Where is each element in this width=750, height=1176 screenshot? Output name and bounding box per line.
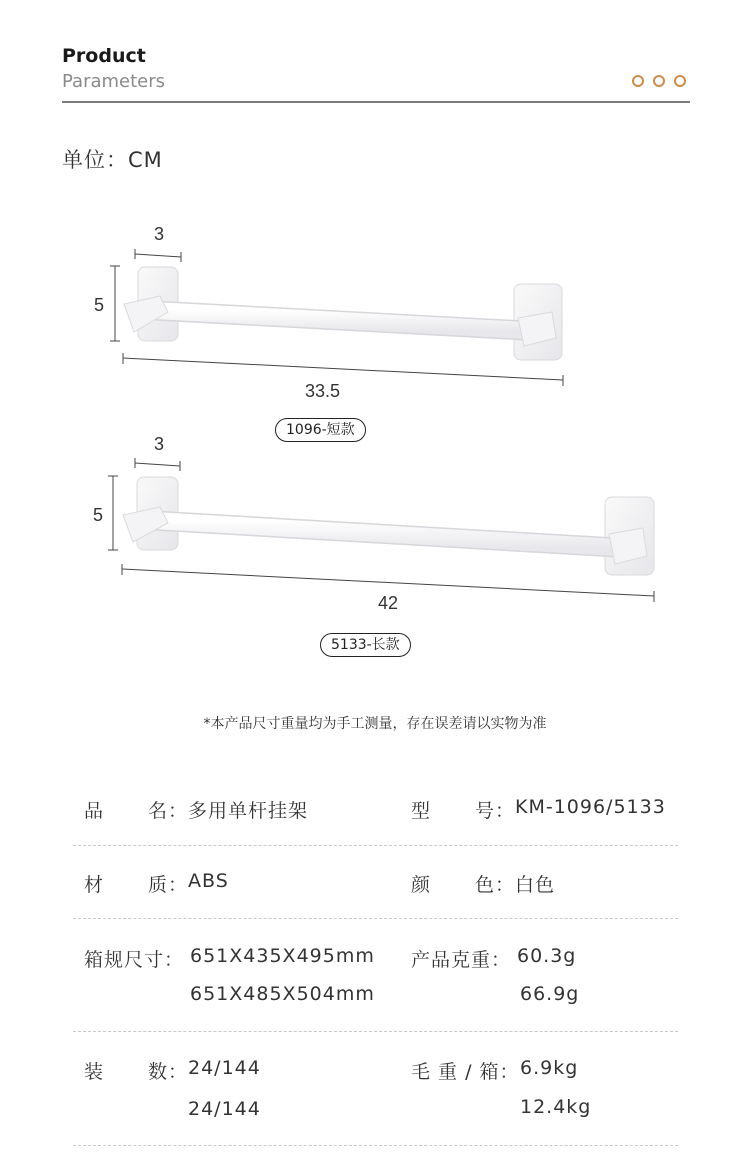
- towel-bar-long: [123, 477, 654, 575]
- spec-label-quantity: [84, 1057, 188, 1084]
- width-label-short: 3: [154, 224, 165, 244]
- spec-label-gross-weight: 毛 重 / 箱：: [411, 1061, 520, 1083]
- row-divider: [73, 918, 678, 919]
- height-label-short: 5: [94, 295, 105, 315]
- spec-value-gross-weight-1: 6.9kg: [520, 1057, 579, 1079]
- spec-label-part: 材: [84, 874, 105, 896]
- spec-label-color: [411, 870, 515, 897]
- spec-label-model: [411, 796, 515, 823]
- header-title: Product: [62, 45, 146, 67]
- towel-bar-short: [124, 267, 562, 360]
- length-label-long: 42: [378, 593, 399, 613]
- spec-value-name: 多用单杆挂架: [188, 800, 309, 822]
- unit-label: 单位：CM: [62, 148, 163, 172]
- spec-label-part: 颜: [411, 874, 432, 896]
- row-divider: [73, 845, 678, 846]
- model-tag-short: 1096-短款: [275, 418, 366, 442]
- spec-value-model: KM-1096/5133: [515, 796, 666, 818]
- spec-value-box-size-2: 651X485X504mm: [190, 983, 375, 1005]
- spec-label-part: 数：: [147, 1061, 188, 1083]
- spec-label-part: 色：: [474, 874, 515, 896]
- spec-label-weight: 产品克重：: [411, 949, 512, 971]
- spec-label-part: 品: [84, 800, 105, 822]
- spec-label-material: [84, 870, 188, 897]
- spec-label-part: 名：: [147, 800, 188, 822]
- spec-value-box-size-1: 651X435X495mm: [190, 945, 375, 967]
- length-label-short: 33.5: [305, 381, 341, 401]
- spec-value-quantity-1: 24/144: [188, 1057, 261, 1079]
- spec-label-part: 号：: [474, 800, 515, 822]
- spec-label-box-size: 箱规尺寸：: [84, 949, 185, 971]
- measurement-note: *本产品尺寸重量均为手工测量，存在误差请以实物为准: [203, 716, 547, 732]
- model-tag-long: 5133-长款: [320, 633, 411, 657]
- spec-label-part: 型: [411, 800, 432, 822]
- spec-value-color: 白色: [515, 874, 556, 896]
- spec-value-weight-1: 60.3g: [517, 945, 577, 967]
- spec-value-weight-2: 66.9g: [520, 983, 580, 1005]
- height-label-long: 5: [93, 505, 104, 525]
- spec-value-gross-weight-2: 12.4kg: [520, 1096, 592, 1118]
- spec-value-quantity-2: 24/144: [188, 1098, 261, 1120]
- spec-label-name: [84, 796, 188, 823]
- header-subtitle: Parameters: [62, 71, 166, 92]
- spec-label-part: 装: [84, 1061, 105, 1083]
- spec-value-material: ABS: [188, 870, 229, 892]
- width-label-long: 3: [154, 434, 165, 454]
- row-divider: [73, 1031, 678, 1032]
- row-divider: [73, 1145, 678, 1146]
- spec-label-part: 质：: [147, 874, 188, 896]
